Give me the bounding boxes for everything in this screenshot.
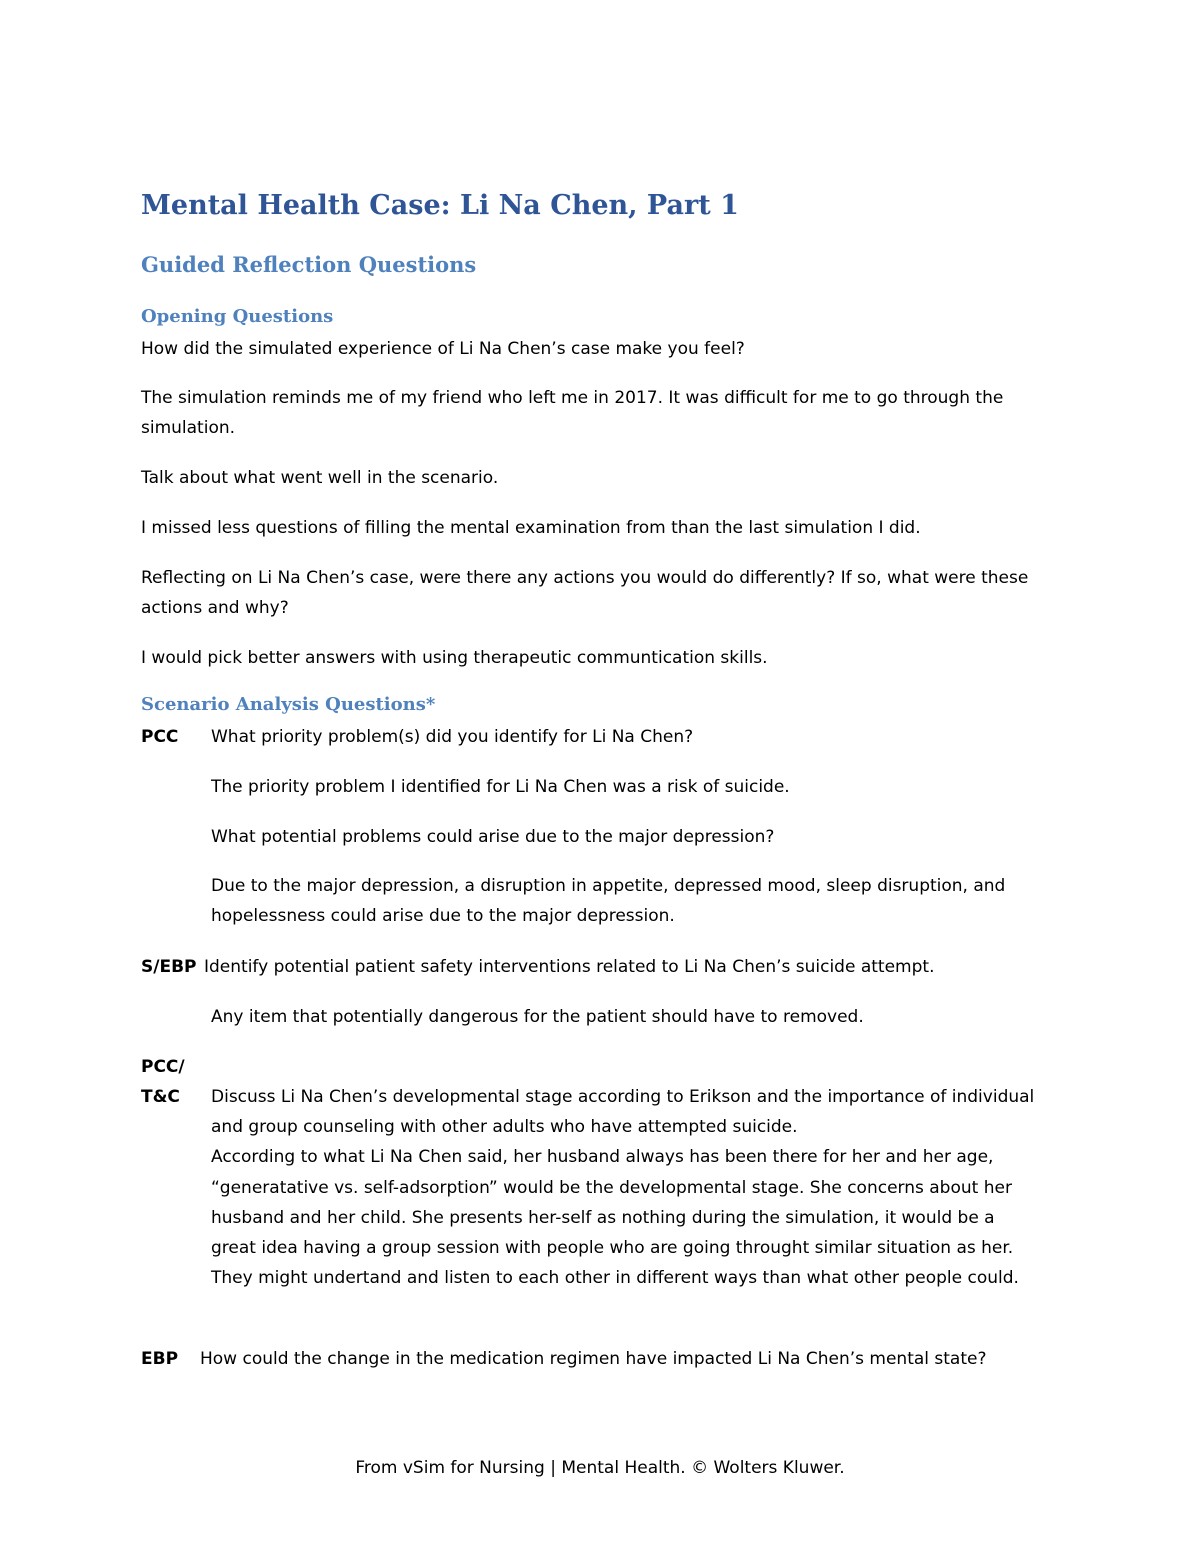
opening-question-1: How did the simulated experience of Li Na Chen’s case make you feel? <box>141 339 745 359</box>
pcc-tc-line: “generatative vs. self-adsorption” would be the developmental stage. She concerns about her <box>211 1178 1012 1198</box>
pcc-tc-line: They might undertand and listen to each other in different ways than what other people could. <box>211 1268 1019 1288</box>
pcc-answer-1: The priority problem I identified for Li Na Chen was a risk of suicide. <box>211 777 790 797</box>
pcc-tc-line: Discuss Li Na Chen’s developmental stage according to Erikson and the importance of individual <box>211 1087 1035 1107</box>
page-footer: From vSim for Nursing | Mental Health. © Wolters Kluwer. <box>355 1458 845 1478</box>
ebp-question: How could the change in the medication regimen have impacted Li Na Chen’s mental state? <box>200 1349 987 1369</box>
opening-answer-2: I missed less questions of filling the mental examination from than the last simulation I did. <box>141 518 921 538</box>
opening-question-3-line-1: Reflecting on Li Na Chen’s case, were there any actions you would do differently? If so, what were these <box>141 568 1029 588</box>
page-title: Mental Health Case: Li Na Chen, Part 1 <box>141 190 739 221</box>
pcc-question-2: What potential problems could arise due to the major depression? <box>211 827 775 847</box>
ebp-label: EBP <box>141 1349 179 1369</box>
opening-question-2: Talk about what went well in the scenario. <box>141 468 499 488</box>
pcc-tc-line: and group counseling with other adults who have attempted suicide. <box>211 1117 798 1137</box>
pcc-tc-line: According to what Li Na Chen said, her husband always has been there for her and her age, <box>211 1147 994 1167</box>
sebp-label: S/EBP <box>141 957 197 977</box>
opening-answer-1-line-1: The simulation reminds me of my friend who left me in 2017. It was difficult for me to go through the <box>141 388 1004 408</box>
pcc-tc-line: great idea having a group session with people who are going throught similar situation as her. <box>211 1238 1014 1258</box>
pcc-tc-label-line-2: T&C <box>141 1087 180 1107</box>
sebp-answer: Any item that potentially dangerous for the patient should have to removed. <box>211 1007 864 1027</box>
opening-questions-heading: Opening Questions <box>141 306 334 327</box>
pcc-answer-2-line-1: Due to the major depression, a disruption in appetite, depressed mood, sleep disruption, and <box>211 876 1006 896</box>
opening-answer-1-line-2: simulation. <box>141 418 236 438</box>
pcc-tc-line: husband and her child. She presents her-self as nothing during the simulation, it would be a <box>211 1208 995 1228</box>
opening-answer-3: I would pick better answers with using therapeutic communtication skills. <box>141 648 768 668</box>
scenario-analysis-heading: Scenario Analysis Questions* <box>141 694 436 715</box>
sebp-question: Identify potential patient safety interventions related to Li Na Chen’s suicide attempt. <box>204 957 935 977</box>
pcc-answer-2-line-2: hopelessness could arise due to the major depression. <box>211 906 675 926</box>
pcc-label: PCC <box>141 727 179 747</box>
section-subtitle: Guided Reflection Questions <box>141 252 477 277</box>
pcc-tc-label-line-1: PCC/ <box>141 1057 185 1077</box>
pcc-question-1: What priority problem(s) did you identify for Li Na Chen? <box>211 727 694 747</box>
opening-question-3-line-2: actions and why? <box>141 598 289 618</box>
